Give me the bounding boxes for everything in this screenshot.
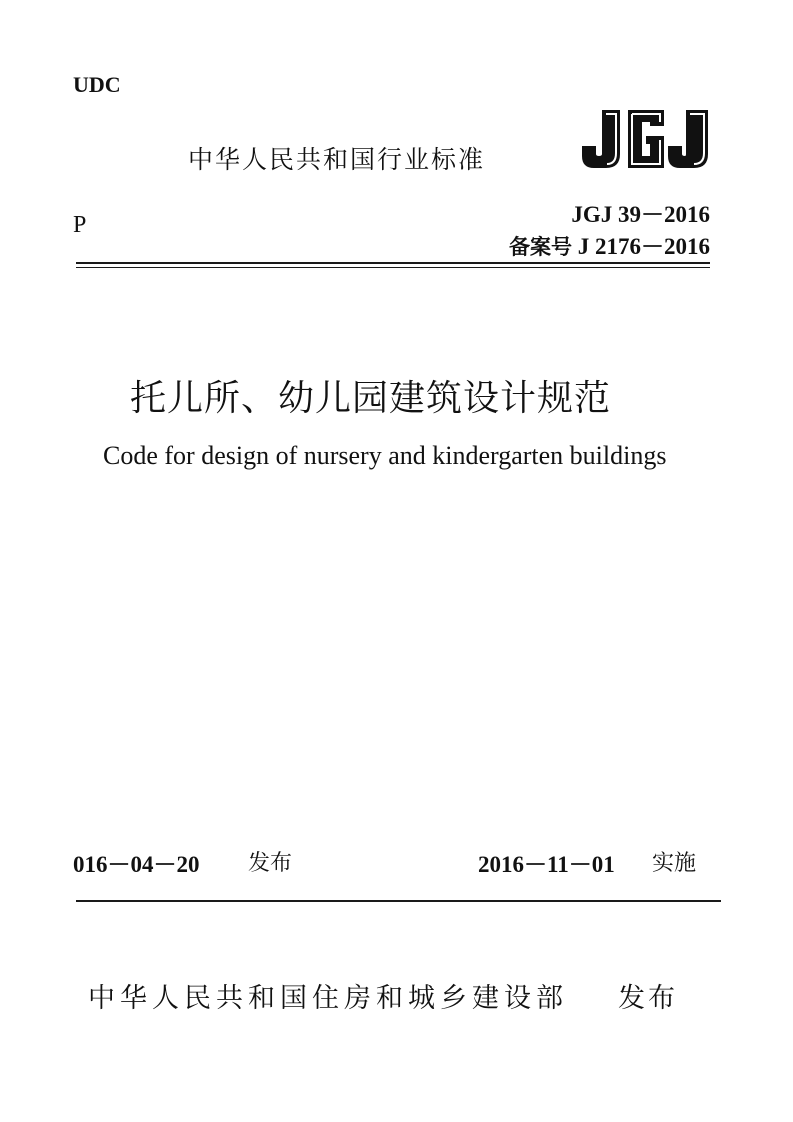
implementation-date: 2016－11－01 <box>478 852 615 877</box>
record-number-line <box>509 228 710 261</box>
issue-date: 016－04－20 <box>73 852 200 877</box>
record-number: J 2176－2016 <box>577 234 710 259</box>
publish-label: 发布 <box>618 983 678 1014</box>
udc-label: UDC <box>73 72 121 97</box>
title-english: Code for design of nursery and kindergarten buildings <box>103 441 667 470</box>
record-label: 备案号 <box>509 235 572 259</box>
implementation-label: 实施 <box>652 851 697 876</box>
standard-category: 中华人民共和国行业标准 <box>188 145 486 174</box>
issue-label: 发布 <box>248 851 293 876</box>
header-rule-thin <box>76 267 710 268</box>
title-chinese: 托儿所、幼儿园建筑设计规范 <box>130 378 612 419</box>
classification-mark: P <box>73 212 87 238</box>
standard-number: JGJ 39－2016 <box>571 202 710 227</box>
publisher-name: 中华人民共和国住房和城乡建设部 <box>88 983 568 1014</box>
header-rule <box>76 262 710 264</box>
footer-rule <box>76 900 721 902</box>
jgj-logo <box>580 108 710 170</box>
